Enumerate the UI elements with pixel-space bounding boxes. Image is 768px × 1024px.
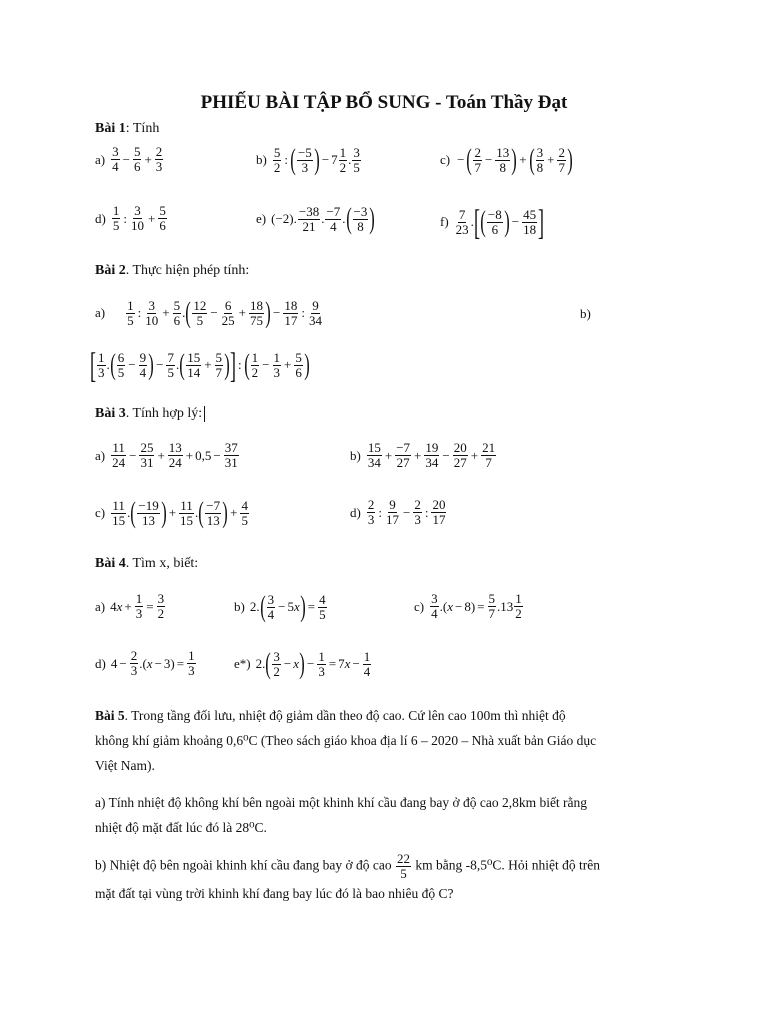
- bai1-b: b) 5 2 : ( −5 3 ) − 7 $\frac{1}{2}$ . 3 5: [256, 143, 360, 176]
- bai3-c: c) 11 15 . ( −19 13 ) + $\frac{11}{15}$ . ( −7 13 ) + $\frac{4}{5}$: [95, 496, 248, 529]
- bai4-c: c) 3 4 .( x − 8) = $\frac{5}{7}$ .13 1 2: [414, 591, 522, 621]
- bai4-e: e*) 2. ( 3 2 − x ) − $\frac{1}{3}$ = 7 x − $\frac{1}{4}$: [234, 647, 371, 680]
- bai2-b-label: b): [580, 306, 591, 321]
- bai1-f: f) 7 23 . [ ( −8 6 ) − $\frac{45}{18}$ ]: [440, 202, 545, 242]
- bai4-heading: Bài 4. Tìm x, biết:: [95, 556, 199, 571]
- bai5-part-a: a) Tính nhiệt độ không khí bên ngoài một khinh khí cầu đang bay ở độ cao 2,8km biết rằng nhiệt độ mặt đất lúc đó là 28⁰C.: [95, 795, 588, 835]
- bai5-intro: Bài 5. Trong tầng đối lưu, nhiệt độ giảm dần theo độ cao. Cứ lên cao 100m thì nhiệt độ không khí giảm khoảng 0,6⁰C (Theo sách giáo khoa địa lí 6 – 2020 – Nhà xuất bản Giáo dục Việt Nam).: [95, 708, 597, 773]
- bai1-c: c) − ( 2 7 − $\frac{13}{8}$ ) + ( 3 8 + $\frac{2}{7}$ ): [440, 143, 573, 176]
- bai4-a: a) 4 x + $\frac{1}{3}$ = $\frac{3}{2}$: [95, 591, 165, 621]
- bai2-heading: Bài 2. Thực hiện phép tính:: [95, 263, 250, 278]
- bai3-a: a) 11 24 − $\frac{25}{31}$ + $\frac{13}{24}$ + 0,5 − $\frac{37}{31}$: [95, 440, 238, 470]
- bai1-d: d) 1 5 : 3 10 + $\frac{5}{6}$: [95, 203, 166, 233]
- bai5-part-b: b) Nhiệt độ bên ngoài khinh khí cầu đang bay ở độ cao $\frac{22}{5}$ km bằng -8,5⁰C. Hỏi nhiệt độ trên mặt đất tại vùng trời khinh khí đang bay lúc đó là bao nhiêu độ C?: [95, 851, 600, 901]
- bai1-heading: Bài 1: Tính: [95, 121, 160, 136]
- bai4-d: d) 4 − $\frac{2}{3}$ .( x − 3) = $\frac{1}{3}$: [95, 648, 195, 678]
- bai1-e: e) (−2). −38 21 . −7 4 . ( −3 8 ): [256, 202, 376, 235]
- bai4-b: b) 2. ( 3 4 − 5 x ) = $\frac{4}{5}$: [234, 590, 326, 623]
- bai3-heading: Bài 3. Tính hợp lý:: [95, 406, 205, 422]
- bai3-d: d) 2 3 : 9 17 − $\frac{2}{3}$ : 20 17: [350, 497, 446, 527]
- page-title: PHIẾU BÀI TẬP BỔ SUNG - Toán Thầy Đạt: [200, 92, 568, 113]
- text-cursor: [204, 406, 205, 422]
- bai2-b: [ 1 3 . ( 6 5 − $\frac{9}{4}$ ) − $\frac{7}{5}$ . ( 15 14 + $\frac{5}{7}$ ) ] : ( 1 2 − $\frac{1}{3}$ + $\frac{5}{6}$ ): [90, 345, 310, 385]
- bai1-a: a) 3 4 − $\frac{5}{6}$ + $\frac{2}{3}$: [95, 144, 163, 174]
- bai3-b: b) 15 34 + $\frac{-7}{27}$ + $\frac{19}{34}$ − $\frac{20}{27}$ + $\frac{21}{7}$: [350, 440, 496, 470]
- bai2-a: a) 1 5 : 3 10 + $\frac{5}{6}$ . ( 12 5 − $\frac{6}{25}$ + $\frac{18}{75}$ ) − $\frac{18}{17}$ : 9 34: [95, 296, 322, 329]
